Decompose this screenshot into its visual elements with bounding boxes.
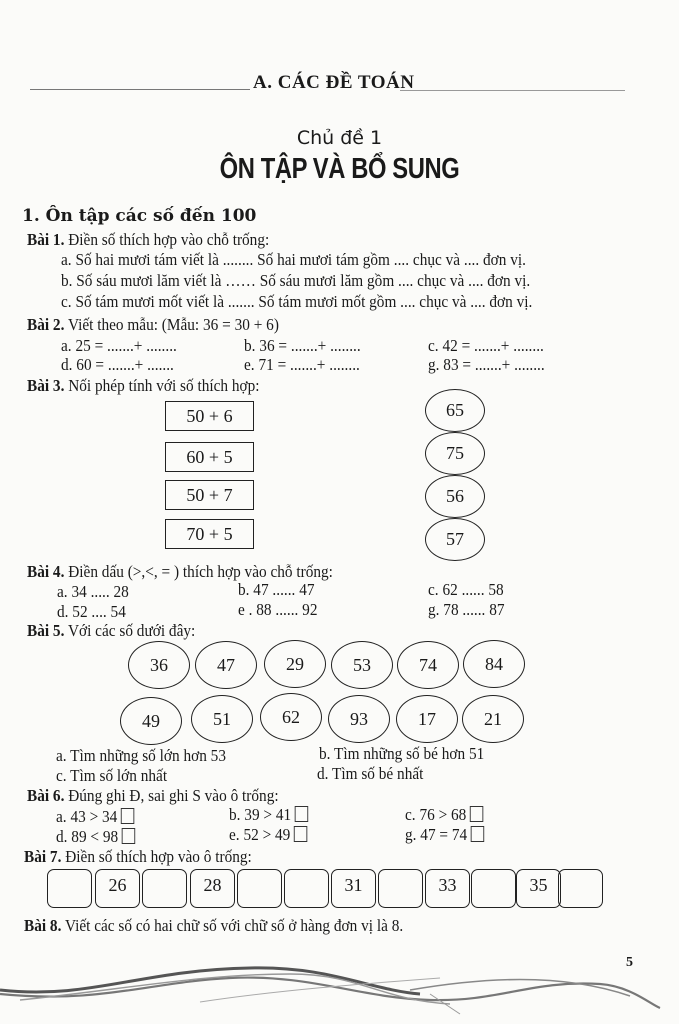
sequence-cell[interactable] (47, 869, 92, 908)
number-oval[interactable]: 36 (128, 641, 190, 689)
bai4-heading (27, 563, 333, 581)
answer-checkbox[interactable] (294, 826, 308, 842)
bai1-item-c: c. Số tám mươi mốt viết là ....... Số tám mươi mốt gồm .... chục và .... đơn vị. (61, 292, 533, 311)
number-oval[interactable]: 51 (191, 695, 253, 743)
bai2-heading (27, 316, 279, 334)
answer-checkbox[interactable] (470, 806, 484, 822)
bai3-label: Bài 3. (27, 376, 65, 395)
expression-box[interactable]: 60 + 5 (165, 442, 254, 472)
answer-checkbox[interactable] (122, 828, 135, 844)
number-oval[interactable]: 21 (462, 695, 524, 743)
bai1-item-a: a. Số hai mươi tám viết là ........ Số hai mươi tám gồm .... chục và .... đơn vị. (61, 250, 526, 269)
number-oval[interactable]: 84 (463, 640, 525, 688)
bai4-item-g: g. 78 ...... 87 (428, 600, 505, 619)
answer-checkbox[interactable] (121, 808, 135, 824)
bai6-item-e-text: e. 52 > 49 (229, 825, 291, 844)
sequence-cell[interactable]: 33 (425, 869, 470, 908)
bai1-item-b: b. Số sáu mươi lăm viết là …… Số sáu mươi lăm gồm .... chục và .... đơn vị. (61, 271, 531, 290)
bai4-item-b: b. 47 ...... 47 (238, 580, 315, 599)
bai2-item-a: a. 25 = .......+ ........ (61, 336, 177, 355)
bai1-instruction: Điền số thích hợp vào chỗ trống: (68, 230, 270, 249)
bai5-label: Bài 5. (27, 621, 65, 640)
bai7-instruction: Điền số thích hợp vào ô trống: (65, 847, 252, 866)
bai6-item-g (405, 826, 484, 844)
number-oval[interactable]: 29 (264, 640, 326, 688)
number-oval[interactable]: 93 (328, 695, 390, 743)
number-oval[interactable]: 65 (425, 389, 485, 432)
expression-box[interactable]: 50 + 6 (165, 401, 254, 431)
sequence-cell[interactable]: 28 (190, 869, 235, 908)
bai6-item-d (56, 828, 135, 846)
bai6-item-c (405, 806, 483, 824)
sequence-cell[interactable] (471, 869, 516, 908)
bai2-item-b: b. 36 = .......+ ........ (244, 336, 361, 355)
bai6-label: Bài 6. (27, 786, 65, 805)
answer-checkbox[interactable] (295, 806, 309, 822)
bai3-instruction: Nối phép tính với số thích hợp: (68, 376, 260, 395)
bai6-item-e (229, 826, 307, 844)
sequence-cell[interactable]: 26 (95, 869, 140, 908)
sequence-cell[interactable] (284, 869, 329, 908)
bai5-instruction: Với các số dưới đây: (67, 621, 196, 640)
bai5-question-a: a. Tìm những số lớn hơn 53 (56, 746, 226, 765)
number-oval[interactable]: 47 (195, 641, 257, 689)
decorative-swirl-icon (0, 960, 679, 1024)
bai6-item-d-text: d. 89 < 98 (56, 827, 119, 846)
bai2-instruction: Viết theo mẫu: (Mẫu: 36 = 30 + 6) (67, 315, 279, 334)
bai1-heading (27, 231, 269, 249)
bai6-heading (27, 787, 279, 805)
header-rule-left (30, 89, 250, 90)
bai2-item-g: g. 83 = .......+ ........ (428, 355, 545, 374)
bai2-item-c: c. 42 = .......+ ........ (428, 336, 544, 355)
bai7-label: Bài 7. (24, 847, 62, 866)
sequence-cell[interactable] (558, 869, 603, 908)
bai4-label: Bài 4. (27, 562, 65, 581)
expression-box[interactable]: 70 + 5 (165, 519, 254, 549)
answer-checkbox[interactable] (471, 826, 485, 842)
number-oval[interactable]: 75 (425, 432, 485, 475)
bai8-instruction: Viết các số có hai chữ số với chữ số ở hàng đơn vị là 8. (64, 916, 404, 935)
bai6-item-b-text: b. 39 > 41 (229, 805, 292, 824)
bai5-question-b: b. Tìm những số bé hơn 51 (319, 744, 485, 763)
number-oval[interactable]: 49 (120, 697, 182, 745)
bai7-heading (24, 848, 252, 866)
topic-label: Chủ đề 1 (296, 127, 383, 149)
bai6-item-g-text: g. 47 = 74 (405, 825, 468, 844)
bai2-item-d: d. 60 = .......+ ....... (61, 355, 174, 374)
topic-title: ÔN TẬP VÀ BỔ SUNG (219, 153, 460, 185)
bai6-item-c-text: c. 76 > 68 (405, 805, 467, 824)
bai5-question-c: c. Tìm số lớn nhất (56, 766, 168, 785)
bai4-item-e: e . 88 ...... 92 (238, 600, 318, 619)
sequence-cell[interactable] (237, 869, 282, 908)
bai2-label: Bài 2. (27, 315, 65, 334)
sequence-cell[interactable] (378, 869, 423, 908)
number-oval[interactable]: 62 (260, 693, 322, 741)
page-number: 5 (626, 955, 633, 970)
sequence-cell[interactable] (142, 869, 187, 908)
bai5-heading (27, 622, 195, 640)
bai5-question-d: d. Tìm số bé nhất (317, 764, 424, 783)
expression-box[interactable]: 50 + 7 (165, 480, 254, 510)
section-header: A. CÁC ĐỀ TOÁN (253, 72, 415, 93)
bai8-label: Bài 8. (24, 916, 62, 935)
bai4-item-d: d. 52 .... 54 (57, 602, 126, 621)
bai3-heading (27, 377, 260, 395)
number-oval[interactable]: 53 (331, 641, 393, 689)
bai6-item-b (229, 806, 308, 824)
bai8-heading (24, 917, 403, 935)
bai2-item-e: e. 71 = .......+ ........ (244, 355, 360, 374)
number-oval[interactable]: 74 (397, 641, 459, 689)
bai6-instruction: Đúng ghi Đ, sai ghi S vào ô trống: (68, 786, 279, 805)
sequence-cell[interactable]: 35 (516, 869, 561, 908)
section-title: 1. Ôn tập các số đến 100 (22, 206, 257, 226)
sequence-cell[interactable]: 31 (331, 869, 376, 908)
number-oval[interactable]: 57 (425, 518, 485, 561)
bai1-label: Bài 1. (27, 230, 65, 249)
bai6-item-a-text: a. 43 > 34 (56, 807, 118, 826)
bai6-item-a (56, 808, 134, 826)
bai4-item-c: c. 62 ...... 58 (428, 580, 504, 599)
bai4-item-a: a. 34 ..... 28 (57, 582, 129, 601)
header-rule-right (400, 90, 625, 91)
number-oval[interactable]: 56 (425, 475, 485, 518)
number-oval[interactable]: 17 (396, 695, 458, 743)
bai4-instruction: Điền dấu (>,<, = ) thích hợp vào chỗ trống: (68, 562, 333, 581)
